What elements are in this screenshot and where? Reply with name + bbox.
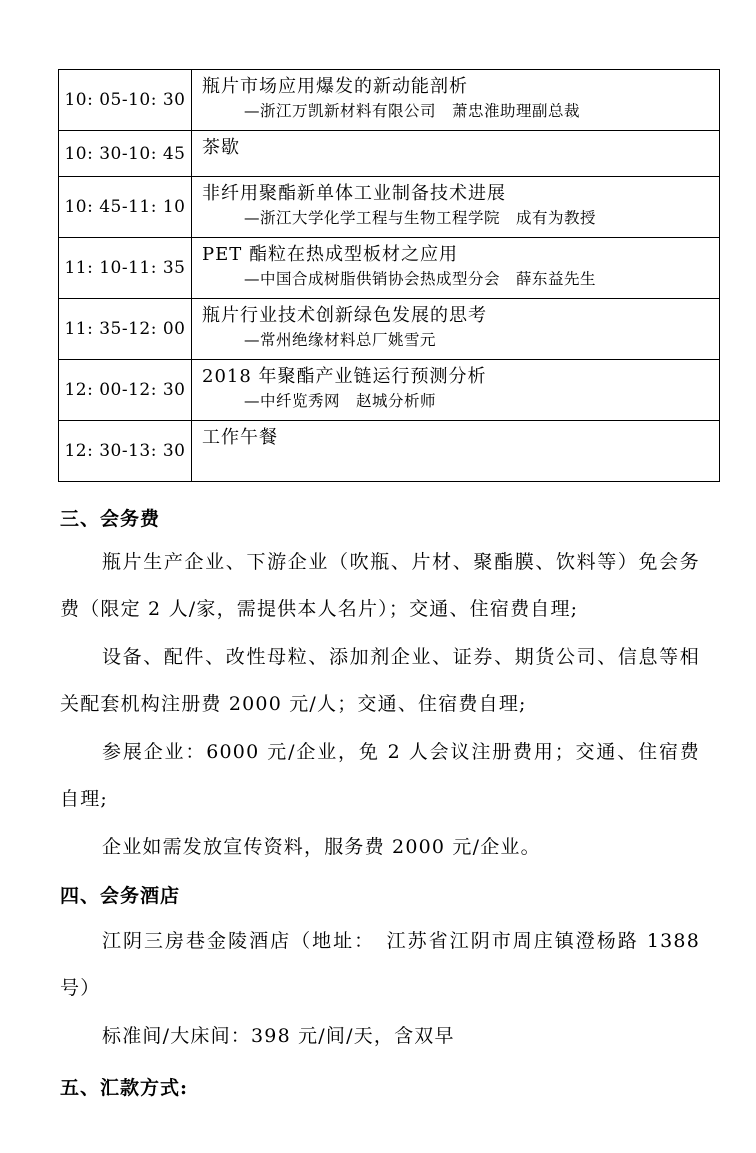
topic-speaker: —常州绝缘材料总厂姚雪元 — [244, 331, 437, 349]
topic-speaker: —中纤览秀网 赵城分析师 — [244, 392, 437, 410]
schedule-table — [58, 69, 720, 482]
fees-heading: 三、会务费 — [60, 508, 161, 530]
schedule-topic — [192, 238, 720, 299]
topic-speaker: —浙江大学化学工程与生物工程学院 成有为教授 — [244, 209, 597, 227]
payment-heading: 五、汇款方式: — [60, 1077, 189, 1099]
fees-paragraph: 瓶片生产企业、下游企业（吹瓶、片材、聚酯膜、饮料等）免会务费（限定 2 人/家，需提供本人名片）；交通、住宿费自理; — [60, 551, 700, 620]
schedule-row — [59, 177, 720, 238]
schedule-topic — [192, 177, 720, 238]
schedule-time: 10: 45-11: 10 — [59, 177, 192, 238]
topic-title: 2018 年聚酯产业链运行预测分析 — [202, 366, 487, 387]
topic-title: PET 酯粒在热成型板材之应用 — [202, 244, 458, 265]
topic-title: 茶歇 — [202, 137, 240, 158]
schedule-row — [59, 131, 720, 177]
topic-title: 瓶片市场应用爆发的新动能剖析 — [202, 76, 468, 97]
schedule-topic — [192, 131, 720, 177]
topic-speaker: —浙江万凯新材料有限公司 萧忠淮助理副总裁 — [244, 102, 581, 120]
schedule-row — [59, 360, 720, 421]
schedule-time: 12: 00-12: 30 — [59, 360, 192, 421]
topic-title: 瓶片行业技术创新绿色发展的思考 — [202, 305, 487, 326]
topic-speaker: —中国合成树脂供销协会热成型分会 薛东益先生 — [244, 270, 597, 288]
schedule-row — [59, 421, 720, 482]
fees-paragraph: 参展企业：6000 元/企业，免 2 人会议注册费用；交通、住宿费自理; — [60, 741, 700, 810]
schedule-time: 10: 30-10: 45 — [59, 131, 192, 177]
schedule-time: 10: 05-10: 30 — [59, 70, 192, 131]
schedule-row — [59, 70, 720, 131]
schedule-topic — [192, 70, 720, 131]
schedule-topic — [192, 421, 720, 482]
hotel-paragraph: 江阴三房巷金陵酒店（地址： 江苏省江阴市周庄镇澄杨路 1388 号） — [60, 930, 700, 999]
schedule-time: 12: 30-13: 30 — [59, 421, 192, 482]
hotel-paragraph: 标准间/大床间：398 元/间/天，含双早 — [102, 1025, 455, 1047]
topic-title: 非纤用聚酯新单体工业制备技术进展 — [202, 183, 506, 204]
topic-title: 工作午餐 — [202, 427, 278, 448]
schedule-topic — [192, 360, 720, 421]
fees-paragraph: 设备、配件、改性母粒、添加剂企业、证券、期货公司、信息等相关配套机构注册费 2000 元/人；交通、住宿费自理; — [60, 646, 700, 715]
schedule-time: 11: 35-12: 00 — [59, 299, 192, 360]
schedule-time: 11: 10-11: 35 — [59, 238, 192, 299]
schedule-topic — [192, 299, 720, 360]
fees-paragraph: 企业如需发放宣传资料，服务费 2000 元/企业。 — [102, 836, 541, 858]
schedule-row — [59, 299, 720, 360]
schedule-row — [59, 238, 720, 299]
hotel-heading: 四、会务酒店 — [60, 885, 181, 907]
